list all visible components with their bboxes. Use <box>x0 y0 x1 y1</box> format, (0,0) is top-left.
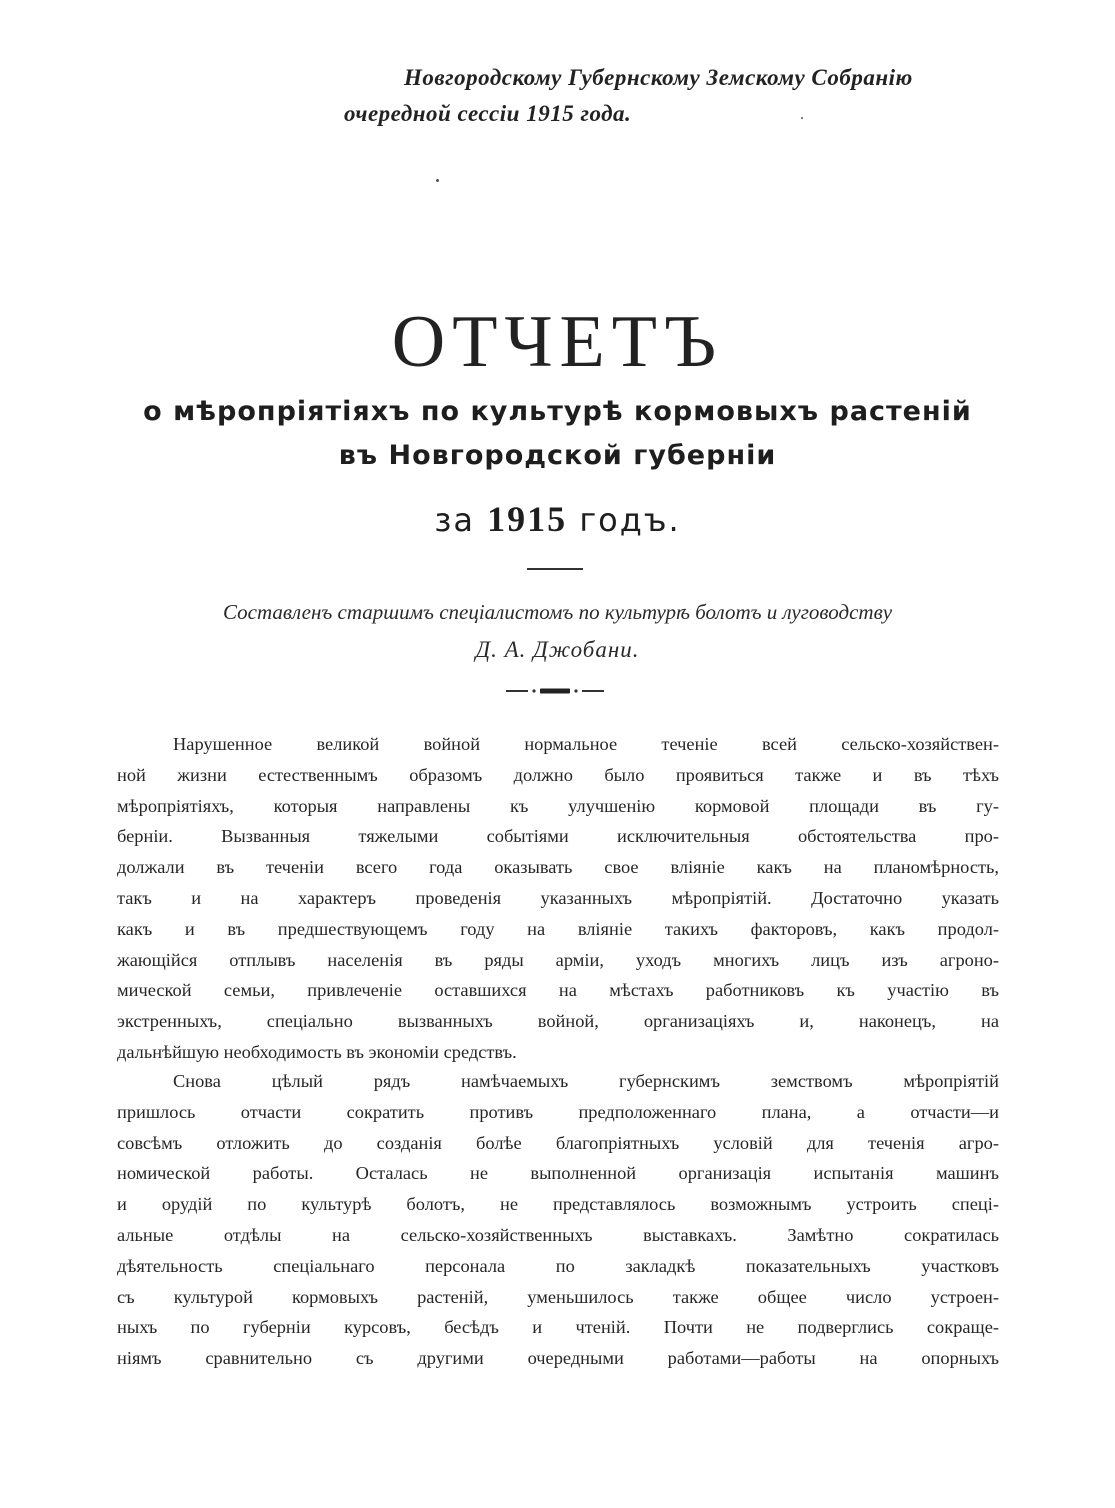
print-speck <box>436 179 439 182</box>
year-prefix: за <box>434 501 475 539</box>
subtitle-line-2: въ Новгородской губерніи <box>338 440 777 471</box>
dedication <box>344 60 1004 132</box>
print-speck <box>801 117 803 119</box>
text-line: мѣропріятіяхъ, которыя направлены къ улучшенію кормовой площади въ гу- <box>117 795 999 816</box>
text-line: и орудій по культурѣ болотъ, не представлялось возможнымъ устроить спеці- <box>117 1194 999 1215</box>
text-line: ныхъ по губерніи курсовъ, бесѣдъ и чтеній. Почти не подверглись сокраще- <box>117 1317 999 1338</box>
text-line: ніямъ сравнительно съ другими очередными работами—работы на опорныхъ <box>117 1348 999 1369</box>
dedication-line-1: Новгородскому Губернскому Земскому Собранію <box>404 65 913 90</box>
dedication-line-2: очередной сессіи 1915 года. <box>344 101 632 126</box>
text-line: Нарушенное великой войной нормальное теченіе всей сельско-хозяйствен- <box>173 734 999 754</box>
body-paragraph-1 <box>117 729 999 1068</box>
body-paragraph-2 <box>117 1066 999 1374</box>
text-line: берніи. Вызванныя тяжелыми событіями исключительныя обстоятельства про- <box>117 826 999 847</box>
ornament-divider <box>500 688 610 694</box>
text-line: совсѣмъ отложить до созданія болѣе благопріятныхъ условій для теченія агро- <box>117 1132 999 1153</box>
author-name: Д. А. Джобани. <box>475 637 640 662</box>
text-line: Снова цѣлый рядъ намѣчаемыхъ губернскимъ земствомъ мѣропріятій <box>173 1071 999 1091</box>
text-line: какъ и въ предшествующемъ году на вліяніе такихъ факторовъ, какъ продол- <box>117 918 999 939</box>
year-number: 1915 <box>487 499 568 539</box>
text-line: мической семьи, привлеченіе оставшихся на мѣстахъ работниковъ къ участію въ <box>117 980 999 1001</box>
text-line: жающійся отплывъ населенія въ ряды арміи, уходъ многихъ лицъ изъ агроно- <box>117 949 999 970</box>
compiled-line: Составленъ старшимъ спеціалистомъ по культурѣ болотъ и луговодству <box>222 600 893 624</box>
text-line: съ культурой кормовыхъ растеній, уменьшилось также общее число устроен- <box>117 1286 999 1307</box>
divider-rule <box>527 568 583 570</box>
text-line: альные отдѣлы на сельско-хозяйственныхъ выставкахъ. Замѣтно сократилась <box>117 1224 999 1245</box>
report-year <box>0 498 1115 540</box>
subtitle-line-1: о мѣропріятіяхъ по культурѣ кормовыхъ растеній <box>143 396 972 427</box>
year-suffix: годъ. <box>579 501 681 539</box>
text-line: ной жизни естественнымъ образомъ должно было проявиться также и въ тѣхъ <box>117 764 999 785</box>
text-line: дальнѣйшую необходимость въ экономіи средствъ. <box>117 1041 517 1062</box>
text-line: такъ и на характеръ проведенія указанныхъ мѣропріятій. Достаточно указать <box>117 887 999 908</box>
compiled-by <box>0 593 1115 669</box>
text-line: экстренныхъ, спеціально вызванныхъ войной, организаціяхъ и, наконецъ, на <box>117 1011 999 1032</box>
text-line: номической работы. Осталась не выполненной организація испытанія машинъ <box>117 1163 999 1184</box>
report-title: ОТЧЕТЪ <box>391 301 724 383</box>
text-line: дѣятельность спеціальнаго персонала по закладкѣ показательныхъ участковъ <box>117 1255 999 1276</box>
text-line: пришлось отчасти сократить противъ предположеннаго плана, а отчасти—и <box>117 1101 999 1122</box>
text-line: должали въ теченіи всего года оказывать свое вліяніе какъ на планомѣрность, <box>117 857 999 878</box>
